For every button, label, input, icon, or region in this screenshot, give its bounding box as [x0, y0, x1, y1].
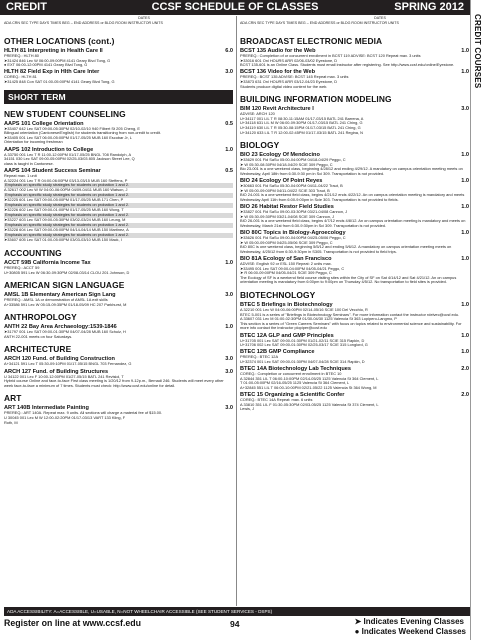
page-number: 94: [230, 619, 240, 629]
class-row: ➤31424 846 Lec W 06:00-09:00PM 4141 Geary Blvd Tong, G: [4, 58, 111, 63]
course-name: BIM 120 Revit Architecture I: [240, 106, 314, 113]
class-note: PREREQ.: AMSL 1A or demonstration of AMSL 1A exit skills: [4, 297, 108, 303]
course-name: BIO 24 Ecology Of Point Reyes: [240, 178, 323, 185]
course-units: 1.0: [461, 332, 469, 339]
class-row: U+32374 001 Lec SAT 09:00-01:30PM 04/07-04/28 SCIE 314 Rapkin, D: [240, 359, 365, 364]
course-units: 2.0: [461, 366, 469, 373]
class-row: A 32210 001 Lec W 04:00-06:00PM 02/14-05/16 SCIE 100 Del Vecchio, R: [240, 307, 368, 312]
section-heading: ACCOUNTING: [4, 247, 62, 258]
class-row: ➤ W 05:00-09:00PM 04/25-05/06 SCIE 309 Peggo, C: [240, 240, 333, 245]
class-note: BIO 80C is one weekend class, beginning 5/5/12 and ending 5/6/12. A mandatory on campus orientation meeting meets on Wednesday, 4/25/12 from 6:30-9:30pm in S305. Transportation is not provided to field trips.: [240, 244, 452, 254]
header-term: SPRING 2012: [394, 1, 464, 13]
class-note: COREQ.: Completion or concurrent enrollment in BTEC 10: [240, 371, 342, 377]
class-row: ➤33607 605 Lec SAT 01:00-05:00PM 03/03-03/10 MUB 150 Mack, I: [4, 238, 122, 243]
class-note: This section is a series of "Green Careers Seminars" with focus on topics related to environmental science and sustainability. For more info contact the instructor plopiper@ccsf.edu: [240, 320, 462, 331]
weekend-indicator: ● Indicates Weekend Classes: [354, 627, 466, 636]
class-note: The Ecology of SF is a weekend field course visiting sites within the City of SF on Sat 4/14/12 and Sat 4/21/12. An on campus orientation meeting is mandatory from 6:00pm to 9:00pm on Thursday 4/5/12. No transportation to field sites is provided.: [240, 274, 457, 285]
class-note-shaded: Emphasis on specific study strategies for students on probation 1 and 2.: [4, 223, 233, 228]
class-note: BTEC 5-001 is a series of "Briefings in Biotechnology Seminars". For more information contact the instructor rdelvec@ccsf.edu.: [240, 311, 460, 317]
section-heading: SHORT TERM: [4, 90, 233, 104]
class-row: U 30045 001 Lec M W 12:00-02:20PM 01/17-03/13 VART 133 Kling, F: [4, 416, 126, 421]
section-heading: BUILDING INFORMATION MODELING: [240, 94, 392, 105]
register-online-link[interactable]: Register on line at www.ccsf.edu: [4, 618, 142, 628]
course-units: 3.0: [225, 356, 233, 363]
class-note: BIO 24-001 is a one weekend field class, begins 4/21/12 ends 4/22/12. An on campus orientation meeting is mandatory and meets Wednesday April 11th from 6:00-9:00pm in Scie 303. Transportation is not provided to fields.: [240, 192, 465, 202]
class-row: ➤33016 601 Onl HOURS ARR 02/06-03/02 Eyestone, D: [240, 58, 338, 63]
class-note: PREREQ.: ACCT 59: [4, 264, 40, 270]
right-column: [240, 31, 469, 412]
course-name: BCST 135 Audio for the Web: [240, 48, 316, 54]
class-row: ➤ W 05:30-08:30PM 04/18-04/29 SCIE 309 Peggo, C: [240, 162, 333, 167]
class-row: ➤33227 603 Lec SAT 09:00-05:30PM 03/02-03/24 MUB 160 Leung, M: [4, 218, 126, 223]
course-units: 3.0: [225, 292, 233, 299]
class-note: class is taught in Cantonese.: [4, 160, 54, 166]
class-row: A 32844 351 LIL T 06:00-10:00PM 02/14-05/25 1125 Valencia St 364 Clement, L: [240, 376, 379, 381]
course-name: BTEC 12B GMP Compliance: [240, 349, 315, 356]
class-row: A+32845 551 LIL T 06:00-10:00PM 02/21-05/22 1125 Valencia St 364 Wong, M: [240, 385, 377, 390]
class-row: ➤30663 001 Fld SaSu 05:30-04:00PM 04/11-04/22 Traut, B: [240, 184, 343, 189]
course-units: 1.0: [461, 48, 469, 54]
course-units: 1.0: [461, 152, 469, 159]
header-credit: CREDIT: [6, 1, 47, 13]
course-name: HLTH 81 Interpreting in Health Care II: [4, 48, 103, 54]
column-header-left: [4, 16, 233, 29]
course-units: 1.0: [461, 349, 469, 356]
class-row: U 34122 001 Lec F 10:00-12:00PM 01/27-05/15 BATL 241 Revisiol, T: [4, 374, 124, 379]
class-row: A 33750 001 Lec T R 11:00-12:00PM 01/17-05/25 BNGL 708 Randolph, A: [4, 152, 132, 157]
class-note-shaded: Emphasis on specific study strategies for students on probation 1 and 2.: [4, 193, 233, 198]
course-name: ACCT 59B California Income Tax: [4, 259, 91, 266]
class-note: PREREQ.: BTEC 12A: [240, 354, 279, 360]
course-units: 1.0: [461, 204, 469, 211]
class-row: 34151 030 Lec SAT 09:00-05:00PM 02/25-03/03 805 Jackson Street Lee, Q: [4, 157, 135, 162]
columns-label: ADA CRN SEC TYPE DAYS TIMES BEG – END ADDRESS or BLDG ROOM INSTRUCTOR UNITS: [240, 21, 399, 25]
class-row: A 33607 031 Lec M 01:00-02:30PM 01/30-04/30 1125 Valencia St 363 Lopipero-Langmo, P: [240, 317, 397, 322]
class-row: Lewis, J: [240, 407, 255, 412]
class-row: ➤33873 631 Onl HOURS ARR 03/12-04/23 Eyestone, D: [240, 79, 338, 84]
class-row: ➤33407 642 Lec SAT 09:00-05:30PM 02/10-02/10 940 Filbert St 205 Cheng, E: [4, 126, 140, 131]
class-note: ADVISE: ARCH 120: [240, 111, 275, 117]
class-row: ➤ W 05:30-09:30PM 03/21-04/08 SCIE 309 Cannon, J: [240, 214, 335, 219]
class-row: ➤31797 001 Lec SAT 09:00-01:30PM 04/07-04/28 MUB 160 Schulz, H: [4, 330, 126, 335]
class-note: Students produce digital video content for the web.: [240, 83, 328, 89]
class-row: Roth, M: [4, 420, 18, 425]
class-row: ➤33629 001 Fld SaSu 05:00-04:00PM 04/18-04/29 Peggo, C: [240, 158, 346, 163]
class-row: ➤32225 601 Lec SAT 09:00-05:00PM 01/17-05/25 MUB 171 Chen, P: [4, 198, 124, 203]
left-column: [4, 31, 233, 425]
section-heading: ART: [4, 393, 22, 404]
class-row: ➤33228 604 Lec SAT 09:00-05:00PM 04/14-04/14 MUB 150 Martinez, A: [4, 228, 129, 233]
header-title: CCSF SCHEDULE OF CLASSES: [151, 1, 319, 13]
section-heading: ARCHITECTURE: [4, 344, 72, 355]
class-note: COREQ.: BTEC 14A Repeat: max. 6 units: [240, 397, 313, 403]
page-footer: [0, 607, 470, 640]
evening-indicator: ➤ Indicates Evening Classes: [354, 617, 465, 626]
class-row: ➤ R 06:00-09:00PM 04/05-04/21 SCIE 309 Peggo, C: [240, 271, 332, 276]
class-row: ➤33626 001 Fld SaSu 09:00-04:00PM 04/25-05/06 Peggo, C: [240, 236, 346, 241]
side-tab-label: CREDIT COURSES: [473, 14, 482, 89]
class-row: U+31705 001 Lec SAT 09:00-01:30PM 01/21-02/11 SCIE 315 Rapkin, D: [240, 338, 365, 343]
class-row: U+34118 631 LIL M W 06:00-09:30PM 01/17-03/15 BATL 241 Ching, G: [240, 121, 363, 126]
course-name: BIO 80C Topics in Biology-Agroecology: [240, 230, 346, 237]
class-note-shaded: Emphasis on specific study strategies for students on probation 1 and 2.: [4, 183, 233, 188]
course-name: ANTH 22 Bay Area Archaeology:1539-1846: [4, 324, 117, 331]
course-name: BIO 26 Habitat Restor Field Studies: [240, 204, 334, 211]
course-name: BTEC 12A GLP and GMP Principles: [240, 332, 334, 339]
class-note: ANTH 22-001 meets on four Saturdays.: [4, 333, 73, 339]
course-units: 1.0: [461, 301, 469, 308]
section-heading: ANTHROPOLOGY: [4, 312, 77, 323]
course-name: ARCH 127 Fund. of Building Structures: [4, 368, 109, 375]
class-note-shaded: Emphasis on specific study strategies for students on probation 1 and 2.: [4, 203, 233, 208]
class-row: U+31706 002 Lec SAT 09:00-01:30PM 02/25-03/17 SCIE 315 Longlord, G: [240, 343, 368, 348]
class-note: BIO 26-001 is a one weekend field class, begins 4/7/12 ends 4/8/12. An on campus orientation meeting is mandatory and meets on Wednesday, March 21st from 6:30-9:30pm in Sci 309. Transportation is not provided.: [240, 218, 466, 228]
section-heading: OTHER LOCATIONS (cont.): [4, 36, 115, 46]
class-note: BCST 135-601 is an Online Class. Students must email instructor after registering. See http://www.ccsf.edu/online/Eyestone.: [240, 62, 455, 68]
course-units: 3.0: [225, 368, 233, 375]
course-units: 1.0: [461, 256, 469, 262]
section-heading: NEW STUDENT COUNSELING: [4, 108, 126, 119]
section-heading: BROADCAST ELECTRONIC MEDIA: [240, 36, 383, 46]
course-name: AAPS 101 College Orientation: [4, 120, 84, 127]
class-row: ➤32226 602 Lec SAT 09:00-01:00PM 01/17-05/25 MUB 160 Wong, T: [4, 208, 124, 213]
ada-legend: ADA ACCESSIBILITY: A=ACCESSIBLE, U=USABLE, N=NOT WHEELCHAIR ACCESSIBLE (SEE STUDENT SERVICES - DSPS): [4, 607, 470, 616]
dates-label: DATES: [374, 16, 386, 20]
course-name: BTEC 14A Biotechnology Lab Techniques: [240, 366, 351, 373]
course-name: AMSL 1B Elementary American Sign Lang: [4, 292, 116, 299]
class-row: ➤33405 001 Lec SAT 06:00-05:00PM 01/17-05/25 MUB 160 Escobar Jr, L: [4, 135, 132, 140]
course-units: 1.0: [225, 146, 233, 153]
course-name: BIO 81A Ecology of San Francisco: [240, 256, 332, 262]
section-heading: BIOLOGY: [240, 140, 280, 151]
class-row: ➤33495 001 Lec SAT 09:00-04:00PM 04/05-04/21 Peggo, C: [240, 266, 345, 271]
course-name: ART 140B Intermediate Painting: [4, 405, 89, 412]
class-row: A+33586 591 Lec W 05:15-09:35PM 01/18-05/09 HC 207 Parkhurst, M: [4, 302, 127, 307]
class-note: COREQ.: HLTH 81: [4, 74, 37, 80]
class-row: ➤ W 05:00-09:00PM 04/11-04/22 SCIE 303 Traut, B: [240, 188, 330, 193]
legend-indicators: [355, 617, 466, 637]
course-units: 1.0: [461, 69, 469, 76]
course-units: 3.0: [225, 405, 233, 412]
course-units: 3.0: [225, 69, 233, 76]
course-units: 1.0: [461, 230, 469, 237]
course-name: ARCH 120 Fund. of Building Construction: [4, 356, 115, 363]
class-note: Bilingual orientation (Cantonese/English) for students transitioning from non-credit to credit.: [4, 130, 162, 136]
course-name: AAPS 102 Introduction to College: [4, 146, 94, 153]
class-note: Bio 23-001 is a one weekend class, beginning 4/28/12 and ending 4/29/12. A mandatory on campus orientation meeting meets on Wednesday, April 18th from 6:30-9:30 pm in Sci 309. Transportation is not provided.: [240, 166, 463, 176]
class-note: PREREQ.: ART 140A. Repeat max. 9 units. All sections will charge a material fee of $15.00.: [4, 410, 163, 416]
class-row: A 32617 002 Lec W W 04:00-06:00PM 04/09-04/11 MUB 160 Watson, J: [4, 188, 128, 193]
columns-label: ADA CRN SEC TYPE DAYS TIMES BEG – END ADDRESS or BLDG ROOM INSTRUCTOR UNITS: [4, 21, 163, 25]
course-name: HLTH 82 Field Exp in Hlth Care Inter: [4, 69, 100, 76]
course-name: BIO 23 Ecology Of Mendocino: [240, 152, 320, 159]
column-divider: [236, 16, 237, 606]
class-note-shaded: Emphasis on specific study strategies for students on probation 1 and 2.: [4, 213, 233, 218]
class-note: PREREQ.: Completion of or concurrent enrollment in BCST 119 ADVISE: BCST 120 Repeat max. 3 units: [240, 53, 421, 58]
class-note-shaded: Emphasis on specific study strategies for students on probation 1 and 2.: [4, 233, 233, 238]
class-note: PREREQ.: HLTH 80: [4, 53, 39, 58]
class-row: A 32224 001 Lec T R 04:00-06:00PM 03/13-03/15 MUB 160 Steffens, P: [4, 178, 128, 183]
course-name: BCST 136 Video for the Web: [240, 69, 316, 76]
course-units: 1.0: [225, 259, 233, 266]
course-units: 0.5: [225, 120, 233, 127]
class-row: U+34119 630 LIL T R 05:30-08:15PM 01/17-03/15 BATL 241 Ching, G: [240, 125, 361, 130]
column-header-right: [240, 16, 469, 29]
course-units: 1.0: [461, 178, 469, 185]
class-row: U+34120 633 LIL T R 12:00-02:45PM 01/17-03/15 BATL 241 Regina, N: [240, 130, 363, 135]
class-row: ➤33827 001 Fld SaSu 09:00-03:30PM 03/21-04/08 Cannon, J: [240, 210, 348, 215]
class-note: Hybrid course Online and face-to-face First class meeting is 1/20/12 from 9-12p.m., Bernadi 246. Students will meet every other week face-to-face a minimum of 7 times. Students must check: http://www.ccsf.edu/online for detail.: [4, 378, 224, 388]
section-heading: BIOTECHNOLOGY: [240, 289, 316, 300]
class-note: ADVISE: English 92 or ESL 150 Repeat: 2 units max.: [240, 261, 332, 266]
course-units: 1.0: [225, 324, 233, 331]
course-units: 0.5: [225, 167, 233, 174]
class-row: A 33810 351 LIL F 01:30-05:30PM 02/03-05/25 1125 Valencia St 374 Clement, L: [240, 402, 379, 407]
section-heading: AMERICAN SIGN LANGUAGE: [4, 280, 125, 291]
class-note: Orientation for incoming freshman: [4, 139, 63, 145]
class-row: U+30805 591 Lec W 06:30-09:30PM 02/08-03/14 CLOU 201 Johnson, D: [4, 270, 130, 275]
page-header-bar: [0, 0, 470, 15]
class-row: U+34117 001 LIL T R 08:30-11:15AM 01/17-03/15 BATL 241 Barrena, A: [240, 116, 364, 121]
course-units: 3.0: [461, 106, 469, 113]
course-name: BTEC 5 Briefings in Biotechnology: [240, 301, 333, 308]
side-tab: [470, 0, 486, 640]
course-name: BTEC 15 Organizing a Scientific Confer: [240, 392, 345, 399]
class-note: Repeat max. 1 unit: [4, 172, 37, 178]
course-units: 2.0: [461, 392, 469, 399]
course-name: AAPS 104 Student Success Seminar: [4, 167, 101, 174]
class-row: ● EXT 06:00-12:00PM 4141 Geary Blvd Tong, G: [4, 63, 88, 68]
class-note: PREREQ.: BCST 135 ADVISE: BCST 145 Repeat max. 3 units: [240, 74, 349, 80]
course-units: 6.0: [225, 48, 233, 54]
class-row: T 01:00-05:00PM 02/16-05/25 1125 Valencia St 364 Clement, L: [240, 381, 350, 386]
dates-label: DATES: [138, 16, 150, 20]
class-row: A+34121 591 Lec T 05:30-09:10PM 01/17-05/15 BNGL 703 Fernandez, G: [4, 362, 132, 367]
class-row: ➤31425 848 Con SAT 01:00-05:00PM 4141 Geary Blvd Tong, G: [4, 79, 115, 84]
